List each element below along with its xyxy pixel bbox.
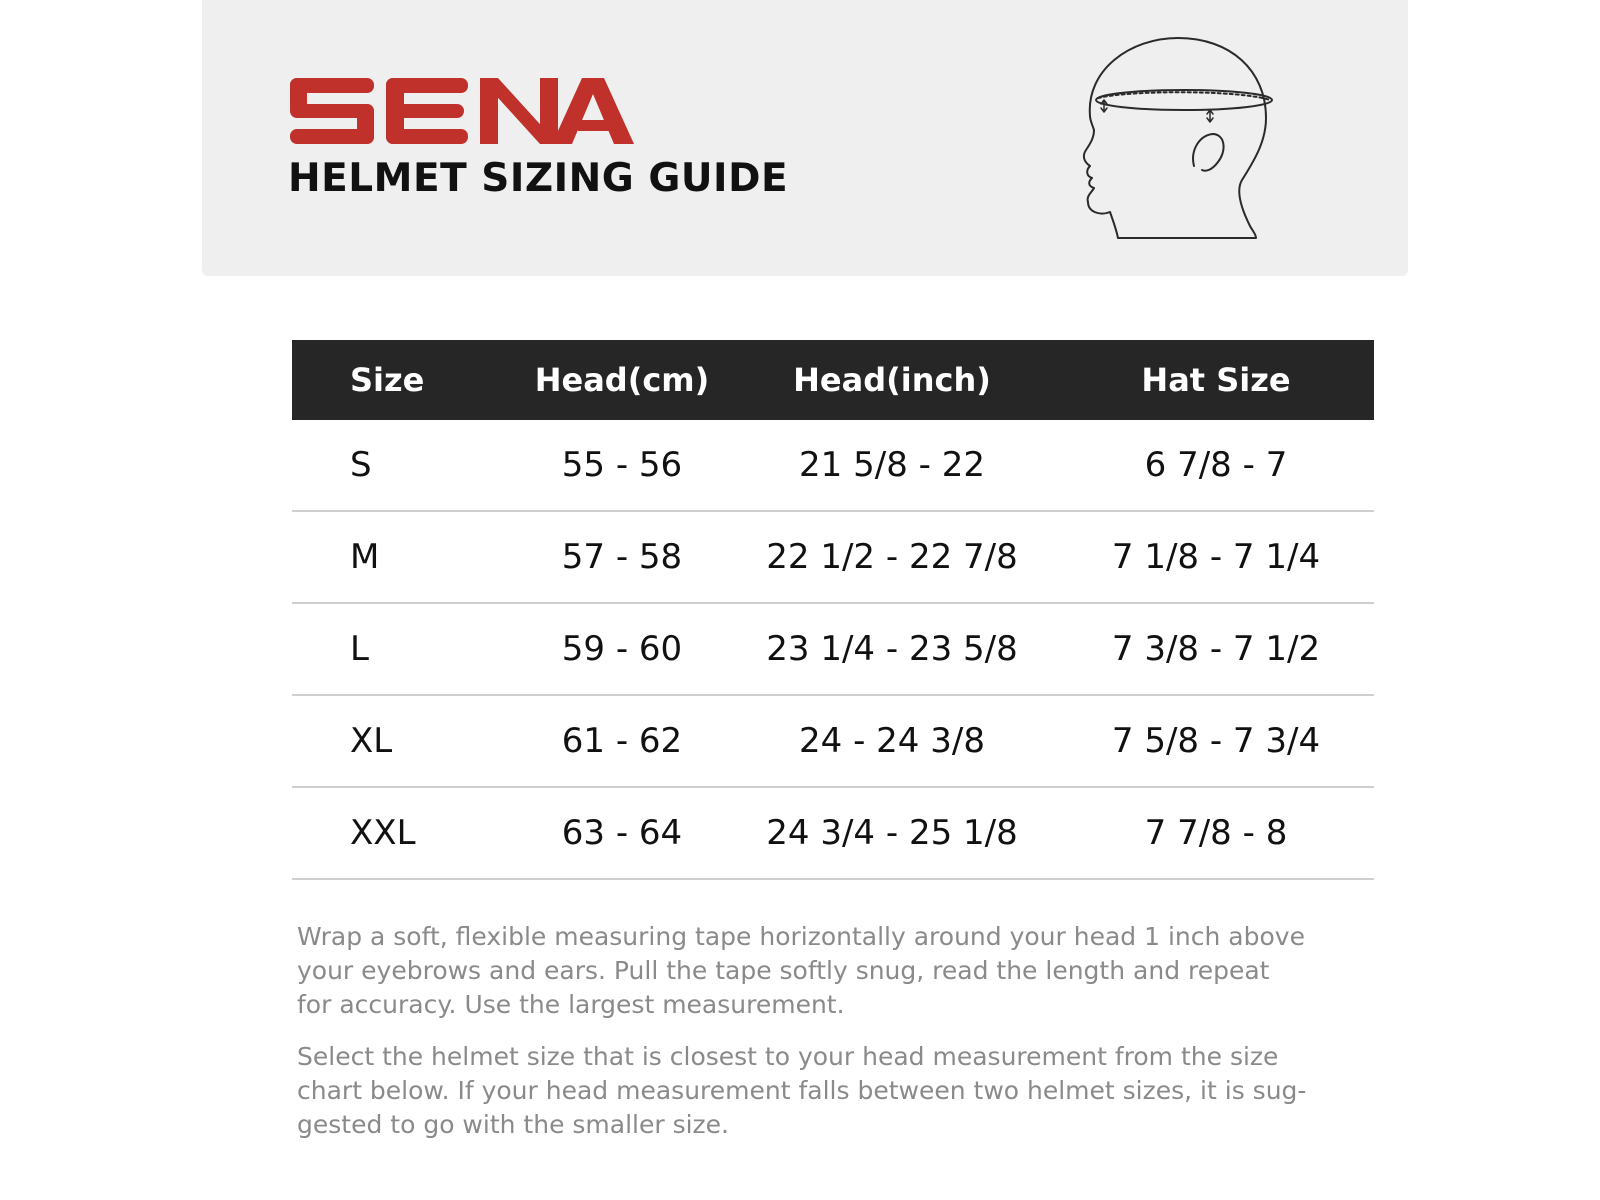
head-cm-cell: 63 - 64 — [518, 787, 726, 879]
size-cell: S — [292, 420, 518, 511]
head-inch-cell: 24 - 24 3/8 — [726, 695, 1058, 787]
head-cm-cell: 57 - 58 — [518, 511, 726, 603]
head-inch-cell: 23 1/4 - 23 5/8 — [726, 603, 1058, 695]
sena-logo — [290, 78, 646, 144]
table-row — [292, 695, 1374, 787]
table-row — [292, 787, 1374, 879]
hat-size-cell: 7 3/8 - 7 1/2 — [1058, 603, 1374, 695]
column-header-size: Size — [350, 361, 425, 399]
head-inch-cell: 21 5/8 - 22 — [726, 420, 1058, 511]
head-cm-cell: 61 - 62 — [518, 695, 726, 787]
hat-size-cell: 7 1/8 - 7 1/4 — [1058, 511, 1374, 603]
head-cm-cell: 59 - 60 — [518, 603, 726, 695]
size-cell: L — [292, 603, 518, 695]
head-inch-cell: 24 3/4 - 25 1/8 — [726, 787, 1058, 879]
head-inch-cell: 22 1/2 - 22 7/8 — [726, 511, 1058, 603]
instruction-paragraph-select: Select the helmet size that is closest to your head measurement from the size chart below. If your head measurement falls between two helmet sizes, it is suggested to go with the smaller size. — [297, 1042, 1307, 1139]
table-header-row — [292, 340, 1374, 420]
table-row — [292, 603, 1374, 695]
page-title: HELMET SIZING GUIDE — [288, 156, 789, 201]
instruction-paragraph-measure: Wrap a soft, flexible measuring tape horizontally around your head 1 inch above your eyebrows and ears. Pull the tape softly snug, read the length and repeat for accuracy. Use the largest measurement. — [297, 922, 1305, 1019]
sena-logo-graphic — [290, 78, 646, 144]
size-cell: XL — [292, 695, 518, 787]
head-measurement-icon — [1070, 30, 1280, 245]
measurement-instructions — [297, 920, 1307, 1160]
size-chart-table — [292, 340, 1374, 880]
column-header-head-cm: Head(cm) — [534, 361, 710, 399]
table-row — [292, 511, 1374, 603]
column-header-hat-size: Hat Size — [1141, 361, 1291, 399]
hat-size-cell: 7 5/8 - 7 3/4 — [1058, 695, 1374, 787]
size-cell: M — [292, 511, 518, 603]
table-row — [292, 420, 1374, 511]
head-cm-cell: 55 - 56 — [518, 420, 726, 511]
hat-size-cell: 6 7/8 - 7 — [1058, 420, 1374, 511]
size-cell: XXL — [292, 787, 518, 879]
hat-size-cell: 7 7/8 - 8 — [1058, 787, 1374, 879]
column-header-head-inch: Head(inch) — [793, 361, 991, 399]
